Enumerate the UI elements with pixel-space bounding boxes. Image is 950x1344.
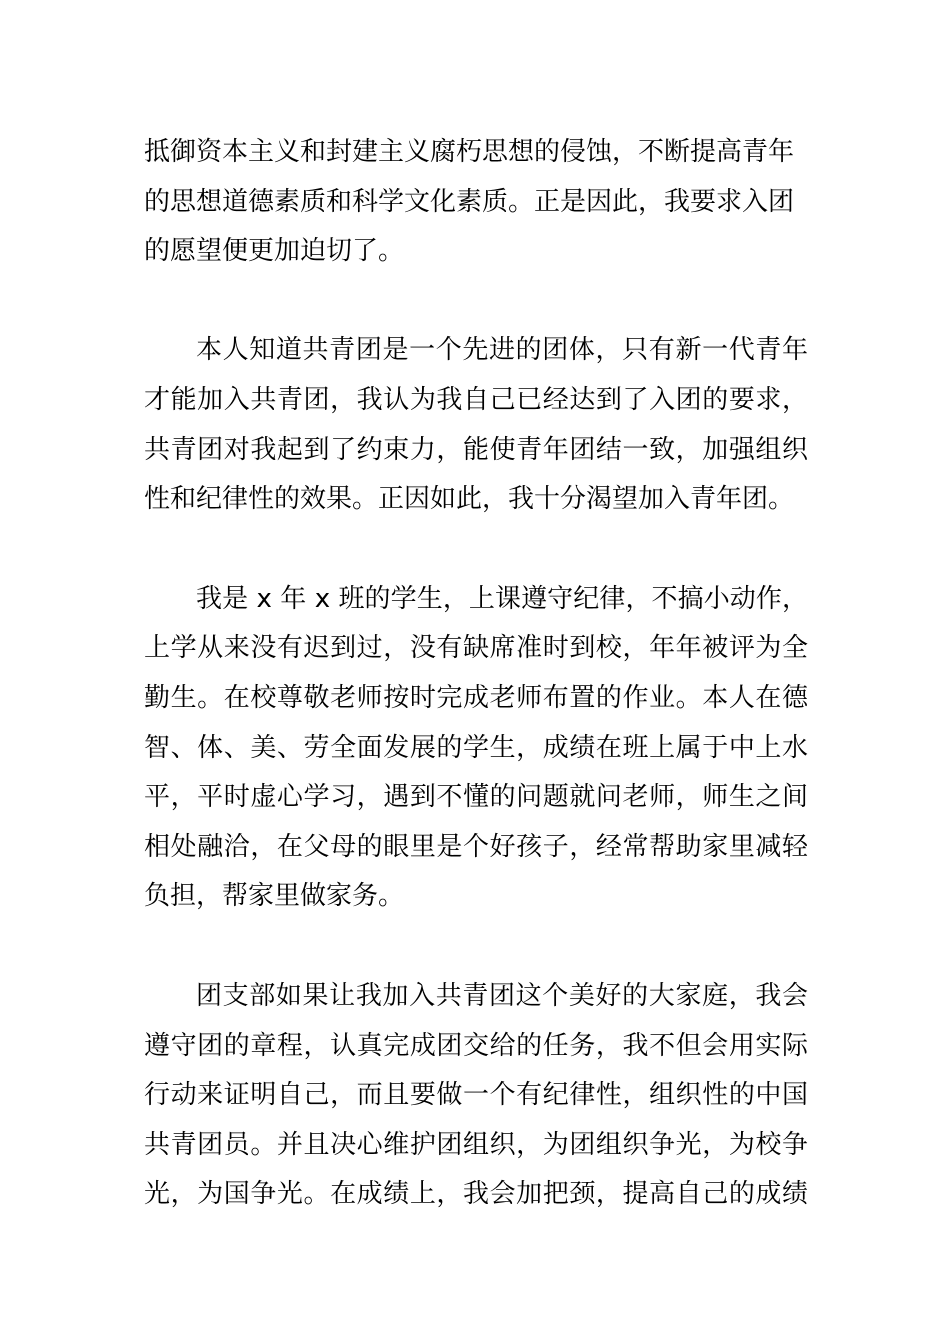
text-line: 勤生。在校尊敬老师按时完成老师布置的作业。本人在德 xyxy=(144,683,808,713)
text-line: 遵守团的章程，认真完成团交给的任务，我不但会用实际 xyxy=(144,1031,808,1061)
text-line: 负担，帮家里做家务。 xyxy=(144,881,405,911)
text-line: 的思想道德素质和科学文化素质。正是因此，我要求入团 xyxy=(144,187,795,217)
text-line: 我是 x 年 x 班的学生，上课遵守纪律，不搞小动作， xyxy=(196,584,808,614)
text-line: 行动来证明自己，而且要做一个有纪律性，组织性的中国 xyxy=(144,1080,808,1110)
text-line: 智、体、美、劳全面发展的学生，成绩在班上属于中上水 xyxy=(144,733,808,763)
text-line: 的愿望便更加迫切了。 xyxy=(144,236,405,266)
text-line: 共青团对我起到了约束力，能使青年团结一致，加强组织 xyxy=(144,435,808,465)
text-line: 团支部如果让我加入共青团这个美好的大家庭，我会 xyxy=(196,981,808,1011)
text-line: 共青团员。并且决心维护团组织，为团组织争光，为校争 xyxy=(144,1130,808,1160)
text-line: 相处融洽，在父母的眼里是个好孩子，经常帮助家里减轻 xyxy=(144,832,808,862)
text-line: 光，为国争光。在成绩上，我会加把颈，提高自己的成绩 xyxy=(144,1179,808,1209)
text-line: 才能加入共青团，我认为我自己已经达到了入团的要求， xyxy=(144,385,808,415)
text-line: 平，平时虚心学习，遇到不懂的问题就问老师，师生之间 xyxy=(144,782,808,812)
text-line: 性和纪律性的效果。正因如此，我十分渴望加入青年团。 xyxy=(144,484,795,514)
text-line: 本人知道共青团是一个先进的团体，只有新一代青年 xyxy=(196,335,808,365)
text-line: 上学从来没有迟到过，没有缺席准时到校，年年被评为全 xyxy=(144,633,808,663)
text-line: 抵御资本主义和封建主义腐朽思想的侵蚀，不断提高青年 xyxy=(144,137,795,167)
